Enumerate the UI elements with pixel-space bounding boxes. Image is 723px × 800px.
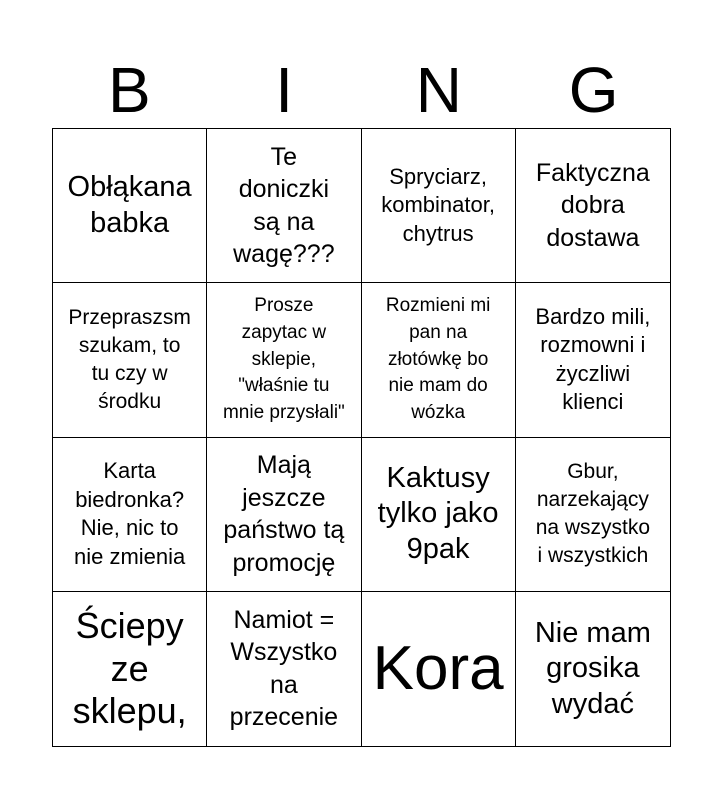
bingo-cell-r3c4[interactable]	[516, 438, 670, 592]
bingo-cell-r3c2[interactable]	[207, 438, 361, 592]
bingo-cell-r1c4[interactable]	[516, 129, 670, 283]
bingo-cell-r3c1[interactable]	[53, 438, 207, 592]
header-letter-n: N	[415, 54, 462, 126]
bingo-cell-r4c4[interactable]	[516, 592, 670, 746]
header-letter-b: B	[108, 54, 151, 126]
cell-label: Kaktusy tylko jako 9pak	[377, 462, 499, 565]
cell-label: Rozmieni mi pan na złotówkę bo nie mam do wózka	[385, 295, 491, 423]
bingo-cell-r2c4[interactable]	[516, 283, 670, 437]
cell-label: Te doniczki są na wagę???	[233, 142, 335, 269]
cell-label: Prosze zapytac w sklepie, "właśnie tu mnie przysłali"	[222, 295, 345, 423]
cell-label: Obłąkana babka	[67, 171, 192, 239]
bingo-cell-r1c1[interactable]	[53, 129, 207, 283]
bingo-header	[52, 52, 671, 128]
bingo-cell-r2c3[interactable]	[362, 283, 516, 437]
cell-label: Faktyczna dobra dostawa	[535, 158, 650, 252]
bingo-cell-r4c1[interactable]	[53, 592, 207, 746]
bingo-grid	[52, 128, 671, 747]
cell-label: Kora	[372, 633, 504, 703]
cell-label: Ściepy ze sklepu,	[72, 605, 187, 732]
cell-label: Spryciarz, kombinator, chytrus	[381, 163, 495, 246]
bingo-cell-r1c2[interactable]	[207, 129, 361, 283]
header-letter-g: G	[568, 54, 619, 126]
cell-label: Namiot = Wszystko na przecenie	[229, 605, 339, 732]
cell-label: Mają jeszcze państwo tą promocję	[223, 451, 345, 577]
header-letter-i: I	[275, 54, 294, 126]
cell-label: Przepraszsm szukam, to tu czy w środku	[68, 306, 191, 413]
cell-label: Karta biedronka? Nie, nic to nie zmienia	[73, 457, 186, 569]
cell-label: Gbur, narzekający na wszystko i wszystkich	[535, 460, 651, 568]
bingo-cell-r4c3[interactable]	[362, 592, 516, 746]
bingo-cell-r4c2[interactable]	[207, 592, 361, 746]
cell-label: Nie mam grosika wydać	[534, 616, 651, 720]
bingo-cell-r2c2[interactable]	[207, 283, 361, 437]
bingo-cell-r2c1[interactable]	[53, 283, 207, 437]
bingo-cell-r1c3[interactable]	[362, 129, 516, 283]
bingo-cell-r3c3[interactable]	[362, 438, 516, 592]
cell-label: Bardzo mili, rozmowni i życzliwi klienci	[535, 303, 651, 415]
